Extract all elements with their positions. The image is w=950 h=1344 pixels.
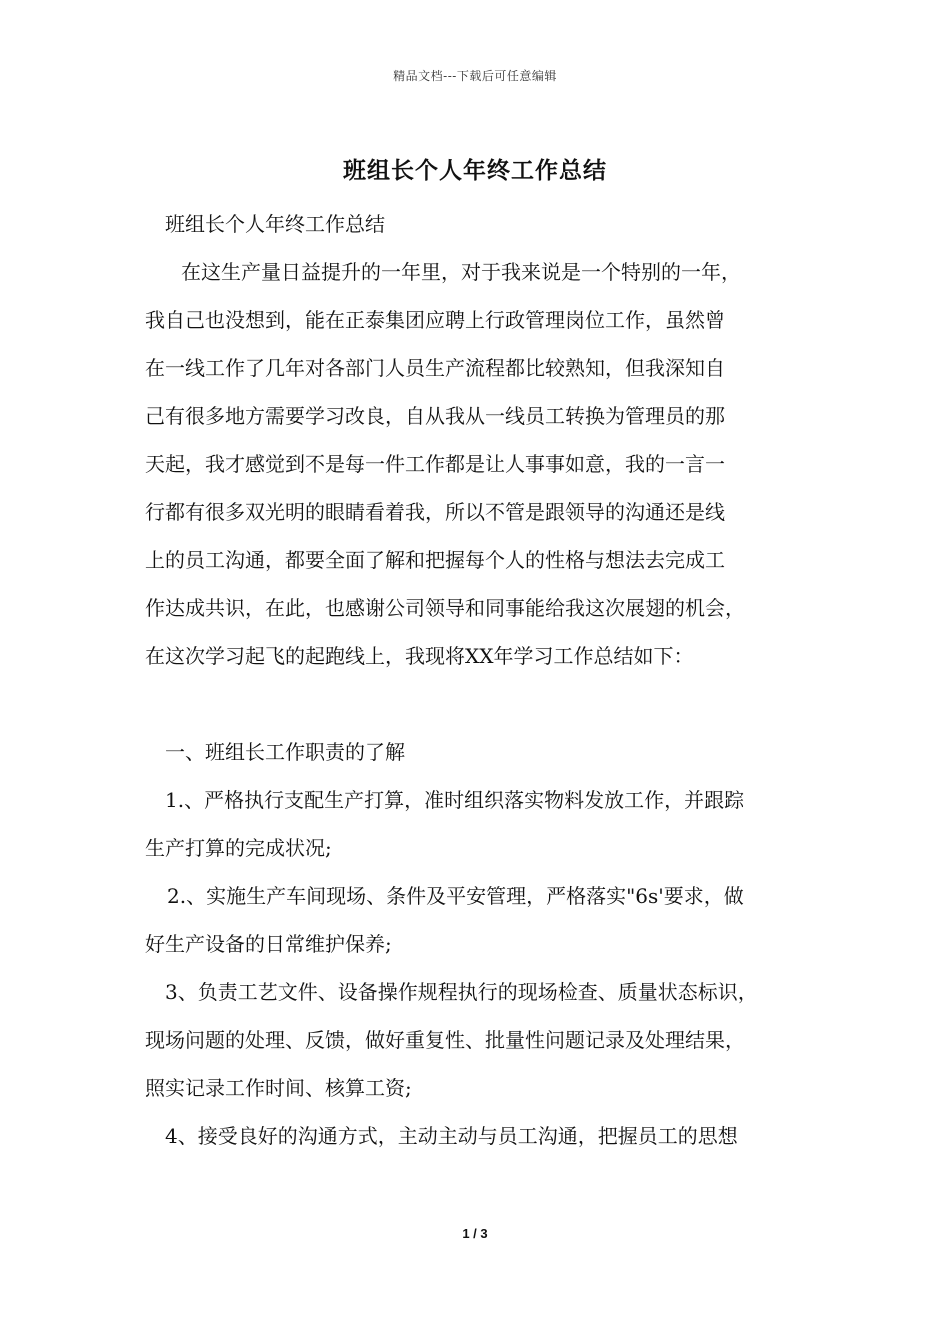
page-number: 1 / 3 bbox=[462, 1226, 488, 1241]
list-item bbox=[145, 1112, 825, 1160]
list-item-line: 生产打算的完成状况; bbox=[145, 836, 332, 860]
paragraph-line: 己有很多地方需要学习改良，自从我从一线员工转换为管理员的那 bbox=[145, 404, 725, 428]
list-item bbox=[145, 872, 825, 968]
list-item-line: 2.、实施生产车间现场、条件及平安管理，严格落实"6s'要求，做 bbox=[167, 884, 744, 908]
section-heading: 一、班组长工作职责的了解 bbox=[165, 740, 405, 764]
paragraph-intro bbox=[145, 248, 825, 680]
paragraph-line: 上的员工沟通，都要全面了解和把握每个人的性格与想法去完成工 bbox=[145, 548, 725, 572]
list-item bbox=[145, 776, 825, 872]
list-item-line: 3、负责工艺文件、设备操作规程执行的现场检查、质量状态标识， bbox=[165, 980, 758, 1004]
list-item-line: 现场问题的处理、反馈，做好重复性、批量性问题记录及处理结果， bbox=[145, 1028, 745, 1052]
paragraph-line: 在一线工作了几年对各部门人员生产流程都比较熟知，但我深知自 bbox=[145, 356, 725, 380]
list-item-line: 照实记录工作时间、核算工资; bbox=[145, 1076, 412, 1100]
list-item-line: 1.、严格执行支配生产打算，准时组织落实物料发放工作，并跟踪 bbox=[165, 788, 745, 812]
document-body bbox=[145, 200, 825, 1160]
document-title: 班组长个人年终工作总结 bbox=[343, 157, 607, 184]
list-item-line: 4、接受良好的沟通方式，主动主动与员工沟通，把握员工的思想 bbox=[165, 1124, 738, 1148]
paragraph-gap bbox=[145, 680, 825, 728]
paragraph-line: 天起，我才感觉到不是每一件工作都是让人事事如意，我的一言一 bbox=[145, 452, 725, 476]
paragraph-line: 我自己也没想到，能在正泰集团应聘上行政管理岗位工作，虽然曾 bbox=[145, 308, 725, 332]
paragraph-line: 行都有很多双光明的眼睛看着我，所以不管是跟领导的沟通还是线 bbox=[145, 500, 725, 524]
paragraph-line: 在这次学习起飞的起跑线上，我现将XX年学习工作总结如下： bbox=[145, 644, 694, 668]
paragraph-line: 作达成共识，在此，也感谢公司领导和同事能给我这次展翅的机会， bbox=[145, 596, 745, 620]
paragraph-line: 在这生产量日益提升的一年里，对于我来说是一个特别的一年， bbox=[181, 260, 741, 284]
list-item bbox=[145, 968, 825, 1112]
document-subtitle: 班组长个人年终工作总结 bbox=[165, 212, 385, 236]
list-item-line: 好生产设备的日常维护保养; bbox=[145, 932, 392, 956]
header-note: 精品文档---下载后可任意编辑 bbox=[393, 69, 557, 83]
